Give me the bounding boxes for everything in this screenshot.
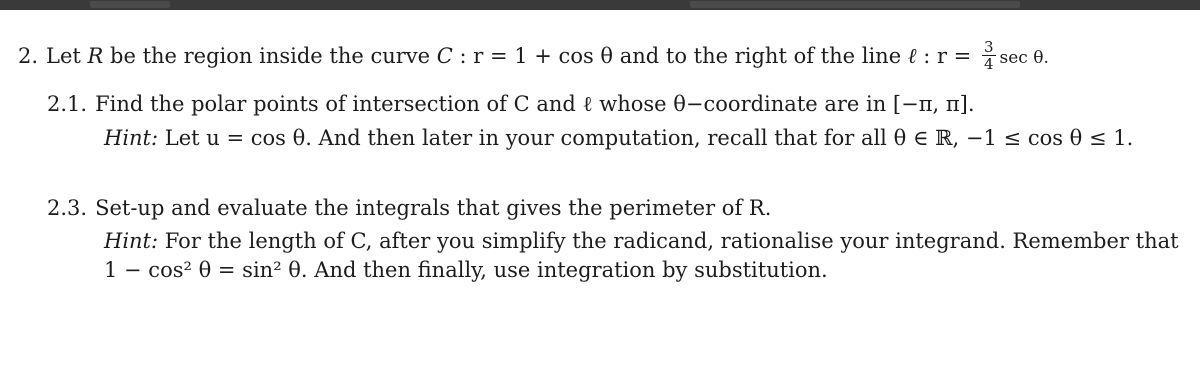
fraction-denominator: 4 (983, 55, 994, 73)
strip-ghost-text-left (90, 1, 170, 8)
part-2-1-hint-text: Let u = cos θ. And then later in your computation, recall that for all θ ∈ ℝ, −1 ≤ cos θ ≤ 1. (158, 126, 1134, 150)
line-equation: : r = (916, 44, 978, 68)
problem-text-c: and to the right of the line (619, 44, 908, 68)
line-symbol: ℓ (907, 44, 917, 68)
problem-statement (18, 38, 1049, 74)
part-2-3-hint-continued (104, 258, 828, 282)
part-2-1-text: Find the polar points of intersection of C and ℓ whose θ−coordinate are in [−π, π]. (95, 92, 975, 116)
problem-number: 2. (18, 44, 39, 68)
secant-term: sec θ. (999, 48, 1049, 68)
three-quarters-fraction (982, 39, 996, 72)
part-2-3-hint-label: Hint: (104, 229, 159, 253)
part-2-3-number: 2.3. (47, 196, 88, 220)
top-browser-strip (0, 0, 1200, 10)
part-2-3-hint-text-2: 1 − cos² θ = sin² θ. And then finally, use integration by substitution. (104, 258, 828, 282)
curve-equation: : r = 1 + cos θ (452, 44, 620, 68)
problem-text-b: be the region inside the curve (103, 44, 437, 68)
part-2-3-hint-text-1: For the length of C, after you simplify the radicand, rationalise your integrand. Remember that (158, 229, 1179, 253)
part-2-1-hint (104, 126, 1133, 150)
region-symbol: R (87, 44, 104, 68)
part-2-1-number: 2.1. (47, 92, 88, 116)
part-2-1-hint-label: Hint: (104, 126, 159, 150)
part-2-3-question (47, 196, 771, 220)
part-2-3-hint (104, 229, 1179, 253)
strip-ghost-text-right (690, 1, 1020, 8)
fraction-numerator: 3 (983, 38, 994, 56)
curve-symbol: C (436, 44, 453, 68)
problem-text-a: Let (46, 44, 88, 68)
part-2-1-question (47, 92, 975, 116)
part-2-3-text: Set-up and evaluate the integrals that gives the perimeter of R. (95, 196, 772, 220)
